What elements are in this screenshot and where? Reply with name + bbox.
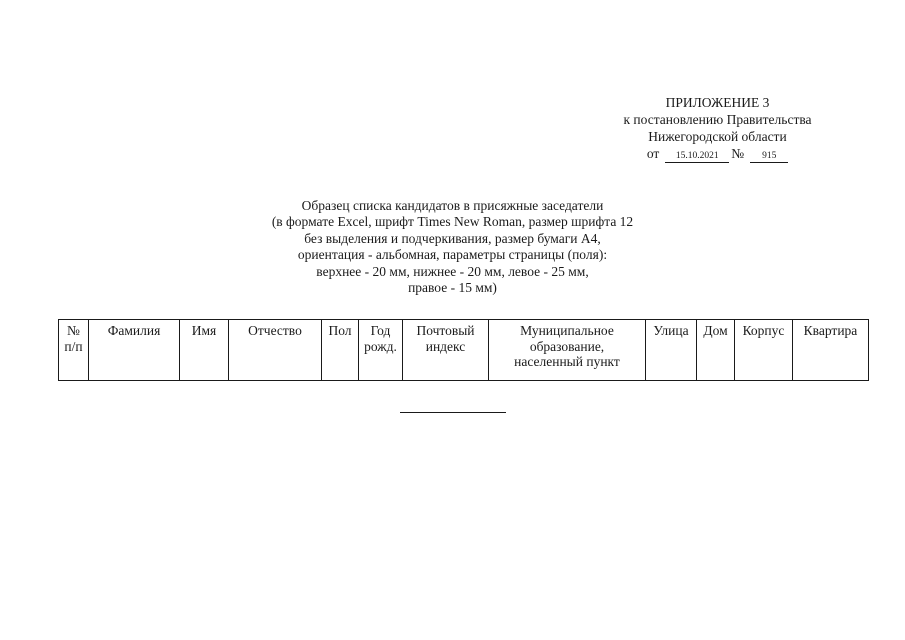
appendix-header (560, 94, 875, 163)
resolution-date: 15.10.2021 (665, 150, 729, 163)
sample-heading-line: (в формате Excel, шрифт Times New Roman, размер шрифта 12 (271, 214, 634, 230)
column-header-municipality: Муниципальное образование, населенный пункт (489, 320, 646, 381)
appendix-date-row (560, 145, 875, 163)
appendix-line-resolution: к постановлению Правительства (623, 112, 812, 127)
candidates-table (58, 319, 869, 381)
column-header-street: Улица (646, 320, 697, 381)
column-header-name: Имя (180, 320, 229, 381)
column-header-house: Дом (697, 320, 735, 381)
table-header-row (59, 320, 869, 381)
column-header-number: № п/п (59, 320, 89, 381)
number-label: № (731, 146, 745, 161)
sample-heading-line: без выделения и подчеркивания, размер бумаги А4, (304, 230, 601, 246)
column-header-patronymic: Отчество (229, 320, 322, 381)
appendix-title: ПРИЛОЖЕНИЕ 3 (665, 95, 770, 110)
sample-heading-line: Образец списка кандидатов в присяжные заседатели (301, 198, 604, 213)
column-header-surname: Фамилия (89, 320, 180, 381)
sample-heading (205, 198, 700, 296)
end-separator-line (400, 412, 506, 413)
column-header-building: Корпус (735, 320, 793, 381)
sample-heading-line: ориентация - альбомная, параметры страницы (поля): (297, 247, 608, 263)
from-label: от (646, 146, 660, 161)
column-header-sex: Пол (322, 320, 359, 381)
sample-heading-line: правое - 15 мм) (408, 280, 497, 296)
column-header-birth-year: Год рожд. (359, 320, 403, 381)
appendix-line-region: Нижегородской области (648, 129, 787, 144)
resolution-number: 915 (750, 150, 788, 163)
column-header-postal-code: Почтовый индекс (403, 320, 489, 381)
column-header-apartment: Квартира (793, 320, 869, 381)
sample-heading-line: верхнее - 20 мм, нижнее - 20 мм, левое - 25 мм, (316, 263, 589, 279)
